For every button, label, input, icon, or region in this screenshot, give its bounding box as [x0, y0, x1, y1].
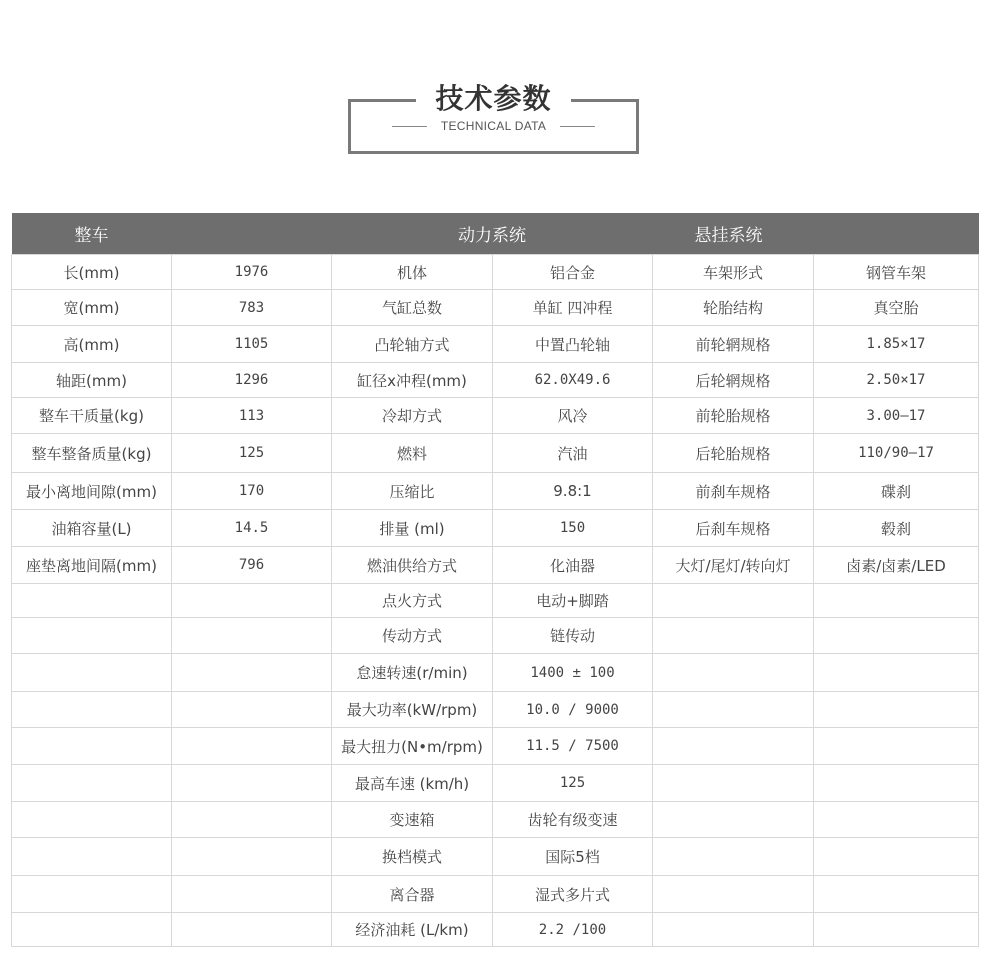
table-cell: 齿轮有级变速	[493, 802, 653, 838]
table-cell: 电动+脚踏	[493, 584, 653, 618]
table-row	[12, 434, 979, 473]
table-cell	[814, 584, 979, 618]
table-row	[12, 802, 979, 838]
table-cell: 传动方式	[332, 618, 493, 654]
table-cell	[172, 692, 332, 728]
table-cell: 最小离地间隙(mm)	[12, 473, 172, 510]
table-cell: 汽油	[493, 434, 653, 473]
table-cell	[172, 876, 332, 913]
table-row	[12, 510, 979, 547]
table-row	[12, 654, 979, 692]
table-cell: 卤素/卤素/LED	[814, 547, 979, 584]
table-cell	[172, 838, 332, 876]
table-cell: 最高车速 (km/h)	[332, 765, 493, 802]
table-cell: 2.2 /100	[493, 913, 653, 947]
table-cell	[814, 692, 979, 728]
table-cell: 1.85×17	[814, 326, 979, 363]
table-cell: 轴距(mm)	[12, 363, 172, 398]
table-cell	[814, 802, 979, 838]
table-cell: 换档模式	[332, 838, 493, 876]
table-cell: 前轮辋规格	[653, 326, 814, 363]
table-cell: 后轮辋规格	[653, 363, 814, 398]
table-cell: 后刹车规格	[653, 510, 814, 547]
table-cell: 车架形式	[653, 255, 814, 290]
table-cell: 125	[493, 765, 653, 802]
table-row	[12, 618, 979, 654]
title-block	[348, 82, 639, 154]
table-cell: 压缩比	[332, 473, 493, 510]
table-row	[12, 913, 979, 947]
table-cell: 783	[172, 290, 332, 326]
table-row	[12, 547, 979, 584]
table-cell	[12, 728, 172, 765]
table-cell	[653, 692, 814, 728]
header-spacer	[172, 213, 332, 255]
table-cell	[814, 654, 979, 692]
header-powertrain: 动力系统	[332, 213, 653, 255]
table-cell	[172, 802, 332, 838]
table-cell: 110/90—17	[814, 434, 979, 473]
table-cell: 油箱容量(L)	[12, 510, 172, 547]
table-row	[12, 326, 979, 363]
table-cell	[172, 618, 332, 654]
table-cell: 化油器	[493, 547, 653, 584]
table-cell: 点火方式	[332, 584, 493, 618]
spec-table-body	[12, 255, 979, 947]
table-cell	[653, 913, 814, 947]
table-cell: 170	[172, 473, 332, 510]
table-cell: 最大功率(kW/rpm)	[332, 692, 493, 728]
table-cell: 796	[172, 547, 332, 584]
table-cell: 铝合金	[493, 255, 653, 290]
header-vehicle: 整车	[12, 213, 172, 255]
table-cell	[12, 584, 172, 618]
page-title: 技术参数	[435, 82, 552, 115]
section-header-row	[12, 213, 979, 255]
table-cell: 钢管车架	[814, 255, 979, 290]
table-cell: 机体	[332, 255, 493, 290]
table-cell: 1400 ± 100	[493, 654, 653, 692]
table-cell: 毂刹	[814, 510, 979, 547]
table-cell: 113	[172, 398, 332, 434]
table-cell	[172, 654, 332, 692]
table-row	[12, 363, 979, 398]
table-cell: 燃油供给方式	[332, 547, 493, 584]
table-cell: 碟刹	[814, 473, 979, 510]
table-cell: 座垫离地间隔(mm)	[12, 547, 172, 584]
table-row	[12, 398, 979, 434]
table-cell: 真空胎	[814, 290, 979, 326]
table-row	[12, 584, 979, 618]
table-row	[12, 473, 979, 510]
table-cell: 缸径x冲程(mm)	[332, 363, 493, 398]
table-row	[12, 290, 979, 326]
table-cell: 大灯/尾灯/转向灯	[653, 547, 814, 584]
table-cell	[814, 765, 979, 802]
table-cell	[814, 618, 979, 654]
table-cell: 凸轮轴方式	[332, 326, 493, 363]
table-cell: 单缸 四冲程	[493, 290, 653, 326]
table-cell: 3.00—17	[814, 398, 979, 434]
table-cell: 9.8:1	[493, 473, 653, 510]
table-cell	[653, 584, 814, 618]
table-cell: 整车干质量(kg)	[12, 398, 172, 434]
table-cell: 轮胎结构	[653, 290, 814, 326]
table-cell	[653, 802, 814, 838]
table-row	[12, 692, 979, 728]
table-cell: 国际5档	[493, 838, 653, 876]
table-cell: 1976	[172, 255, 332, 290]
table-cell	[12, 765, 172, 802]
table-row	[12, 255, 979, 290]
table-cell	[653, 618, 814, 654]
table-cell	[172, 728, 332, 765]
table-cell	[12, 802, 172, 838]
table-cell	[12, 913, 172, 947]
table-cell: 经济油耗 (L/km)	[332, 913, 493, 947]
table-cell: 2.50×17	[814, 363, 979, 398]
table-cell: 长(mm)	[12, 255, 172, 290]
table-cell: 宽(mm)	[12, 290, 172, 326]
table-cell: 1105	[172, 326, 332, 363]
subtitle-row	[348, 118, 639, 134]
table-cell: 冷却方式	[332, 398, 493, 434]
table-cell	[172, 913, 332, 947]
table-cell	[12, 692, 172, 728]
table-cell	[12, 838, 172, 876]
table-cell	[12, 876, 172, 913]
table-cell: 后轮胎规格	[653, 434, 814, 473]
table-cell	[653, 876, 814, 913]
table-cell: 变速箱	[332, 802, 493, 838]
table-cell: 125	[172, 434, 332, 473]
table-cell: 高(mm)	[12, 326, 172, 363]
table-cell	[814, 728, 979, 765]
table-cell: 离合器	[332, 876, 493, 913]
table-cell: 风冷	[493, 398, 653, 434]
page-subtitle: TECHNICAL DATA	[440, 119, 547, 133]
table-cell: 11.5 / 7500	[493, 728, 653, 765]
table-cell: 62.0X49.6	[493, 363, 653, 398]
subtitle-dash-right	[560, 126, 595, 127]
table-cell: 前轮胎规格	[653, 398, 814, 434]
table-cell: 湿式多片式	[493, 876, 653, 913]
table-cell	[814, 876, 979, 913]
table-cell	[653, 765, 814, 802]
table-cell: 气缸总数	[332, 290, 493, 326]
table-cell	[814, 838, 979, 876]
table-cell	[12, 654, 172, 692]
table-row	[12, 728, 979, 765]
table-cell: 150	[493, 510, 653, 547]
table-cell	[814, 913, 979, 947]
table-cell: 链传动	[493, 618, 653, 654]
table-cell	[12, 618, 172, 654]
table-row	[12, 876, 979, 913]
table-cell: 14.5	[172, 510, 332, 547]
subtitle-dash-left	[392, 126, 427, 127]
table-cell: 10.0 / 9000	[493, 692, 653, 728]
table-row	[12, 838, 979, 876]
table-cell: 整车整备质量(kg)	[12, 434, 172, 473]
table-cell: 燃料	[332, 434, 493, 473]
spec-table	[11, 213, 979, 947]
header-suspension: 悬挂系统	[653, 213, 979, 255]
table-cell: 中置凸轮轴	[493, 326, 653, 363]
table-cell	[172, 765, 332, 802]
table-row	[12, 765, 979, 802]
table-cell	[653, 654, 814, 692]
table-cell	[653, 728, 814, 765]
table-cell	[653, 838, 814, 876]
table-cell: 最大扭力(N•m/rpm)	[332, 728, 493, 765]
table-cell: 怠速转速(r/min)	[332, 654, 493, 692]
table-cell: 1296	[172, 363, 332, 398]
table-cell	[172, 584, 332, 618]
table-cell: 排量 (ml)	[332, 510, 493, 547]
table-cell: 前刹车规格	[653, 473, 814, 510]
